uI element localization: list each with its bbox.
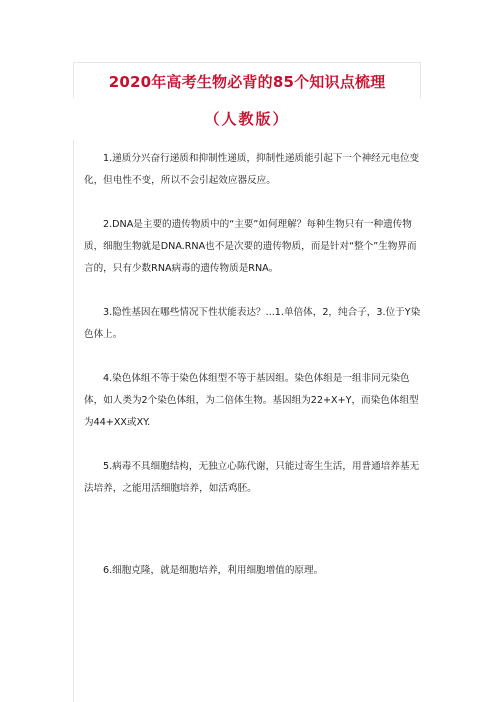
- paragraph-5: 5.病毒不具细胞结构，无独立心陈代谢，只能过寄生生活，用普通培养基无法培养，之能用活细胞培养，如活鸡胚。: [84, 461, 420, 494]
- paragraph-4: 4.染色体组不等于染色体组型不等于基因组。染色体组是一组非同元染色体，如人类为2个染色体组，为二倍体生物。基因组为22+X+Y，而染色体组型为44+XX或XY.: [84, 373, 419, 428]
- paragraph-3: 3.隐性基因在哪些情况下性状能表达？...1.单倍体，2，纯合子，3.位于Y染色体上。: [84, 307, 421, 340]
- paragraph-6: 6.细胞克隆，就是细胞培养，利用细胞增值的原理。: [103, 565, 324, 576]
- title-frame: [73, 62, 421, 98]
- paragraph-1: 1.递质分兴奋行递质和抑制性递质，抑制性递质能引起下一个神经元电位变化，但电性不变，所以不会引起效应器反应。: [84, 153, 420, 186]
- document-subtitle: （人教版）: [204, 110, 290, 128]
- document-body: [73, 140, 421, 702]
- paragraph-2: 2.DNA是主要的遗传物质中的“主要”如何理解？每种生物只有一种遗传物质，细胞生物就是DNA.RNA也不是次要的遗传物质，而是针对“整个”生物界而言的，只有少数RNA病毒的遗传物质是RNA。: [84, 219, 417, 274]
- document-title: 2020年高考生物必背的85个知识点梳理: [108, 73, 386, 91]
